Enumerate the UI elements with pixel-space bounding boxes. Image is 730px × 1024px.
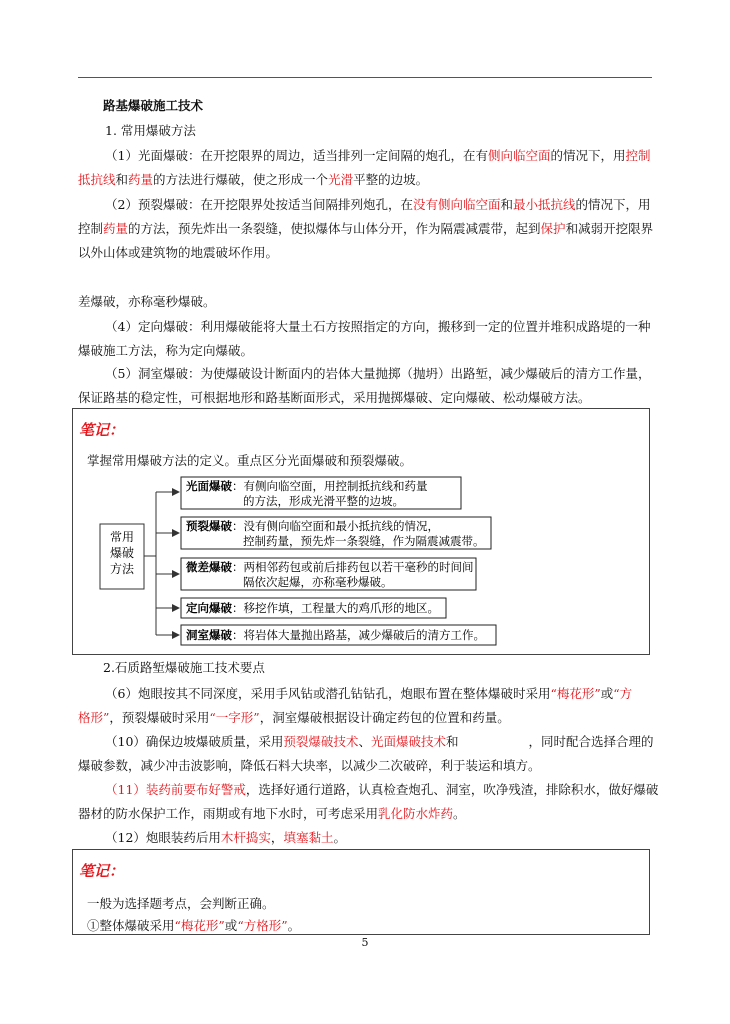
paragraph-1-line-1: （1）光面爆破：在开挖限界的周边，适当排列一定间隔的炮孔，在有侧向临空面的情况下，用控制 [105,148,651,163]
paragraph-10-line-2: 爆破参数，减少冲击波影响，降低石料大块率，以减少二次破碎，利于装运和填方。 [78,758,541,773]
diagram-item-3-line-2: 隔依次起爆，亦称毫秒爆破。 [243,575,393,589]
diagram-item-2-line-1: 预裂爆破：没有侧向临空面和最小抵抗线的情况， [186,519,439,533]
heading-2: 2.石质路堑爆破施工技术要点 [103,660,265,675]
header-rule [78,77,652,78]
paragraph-2-line-2: 控制药量的方法，预先炸出一条裂缝，使拟爆体与山体分开，作为隔震减震带，起到保护和减弱开挖限界 [78,221,654,236]
note-label-2: 笔记： [79,862,125,880]
diagram-root-line-3: 方法 [109,562,135,576]
diagram-item-3-line-1: 微差爆破：两相邻药包或前后排药包以若干毫秒的时间间 [186,560,474,574]
note-label: 笔记： [79,421,125,439]
paragraph-11-line-1: （11）装药前要布好警戒，选择好通行道路，认真检查炮孔、洞室，吹净残渣，排除积水，做好爆破 [105,782,659,797]
diagram-item-4-line-1: 定向爆破：移挖作填，工程量大的鸡爪形的地区。 [186,601,439,615]
diagram-item-1-line-1: 光面爆破：有侧向临空面，用控制抵抗线和药量 [186,479,428,493]
paragraph-2-line-1: （2）预裂爆破：在开挖限界处按适当间隔排列炮孔，在没有侧向临空面和最小抵抗线的情况下，用 [105,197,651,212]
section-title: 路基爆破施工技术 [103,98,204,113]
blasting-methods-diagram [73,409,649,654]
paragraph-6-line-2: 格形”，预裂爆破时采用“一字形”，洞室爆破根据设计确定药包的位置和药量。 [78,710,510,725]
note-text: 掌握常用爆破方法的定义。重点区分光面爆破和预裂爆破。 [87,453,413,468]
paragraph-2-line-3: 以外山体或建筑物的地震破坏作用。 [78,245,279,260]
diagram-item-1-line-2: 的方法，形成光滑平整的边坡。 [243,494,404,508]
diagram-root-line-2: 爆破 [109,546,135,560]
paragraph-5-line-2: 保证路基的稳定性，可根据地形和路基断面形式，采用抛掷爆破、定向爆破、松动爆破方法。 [78,390,591,405]
note-text-2-line-2: ①整体爆破采用“梅花形”或“方格形”。 [87,918,301,933]
note-box-2 [72,849,650,935]
diagram-item-5-line-1: 洞室爆破：将岩体大量抛出路基，减少爆破后的清方工作。 [186,628,485,642]
paragraph-5-line-1: （5）洞室爆破：为使爆破设计断面内的岩体大量抛掷（抛坍）出路堑，减少爆破后的清方工作量， [105,366,651,381]
paragraph-1-line-2: 抵抗线和药量的方法进行爆破，使之形成一个光滑平整的边坡。 [78,172,429,187]
paragraph-4-line-1: （4）定向爆破：利用爆破能将大量土石方按照指定的方向，搬移到一定的位置并堆积成路堤的一种 [105,319,651,334]
paragraph-10-line-1: （10）确保边坡爆破质量，采用预裂爆破技术、光面爆破技术和 ，同时配合选择合理的 [105,734,654,749]
diagram-root-line-1: 常用 [109,530,135,544]
page-number: 5 [361,936,369,949]
paragraph-3: 差爆破，亦称毫秒爆破。 [78,294,216,309]
note-box-1 [72,408,650,655]
paragraph-11-line-2: 器材的防水保护工作，雨期或有地下水时，可考虑采用乳化防水炸药。 [78,806,466,821]
paragraph-6-line-1: （6）炮眼按其不同深度，采用手风钻或潜孔钻钻孔，炮眼布置在整体爆破时采用“梅花形”或“方 [105,686,633,701]
paragraph-12: （12）炮眼装药后用木杆捣实，填塞黏土。 [105,830,346,845]
note-text-2-line-1: 一般为选择题考点，会判断正确。 [87,896,275,911]
paragraph-4-line-2: 爆破施工方法，称为定向爆破。 [78,343,254,358]
diagram-item-2-line-2: 控制药量，预先炸一条裂缝，作为隔震减震带。 [243,534,485,548]
heading-1: 1. 常用爆破方法 [105,123,196,138]
